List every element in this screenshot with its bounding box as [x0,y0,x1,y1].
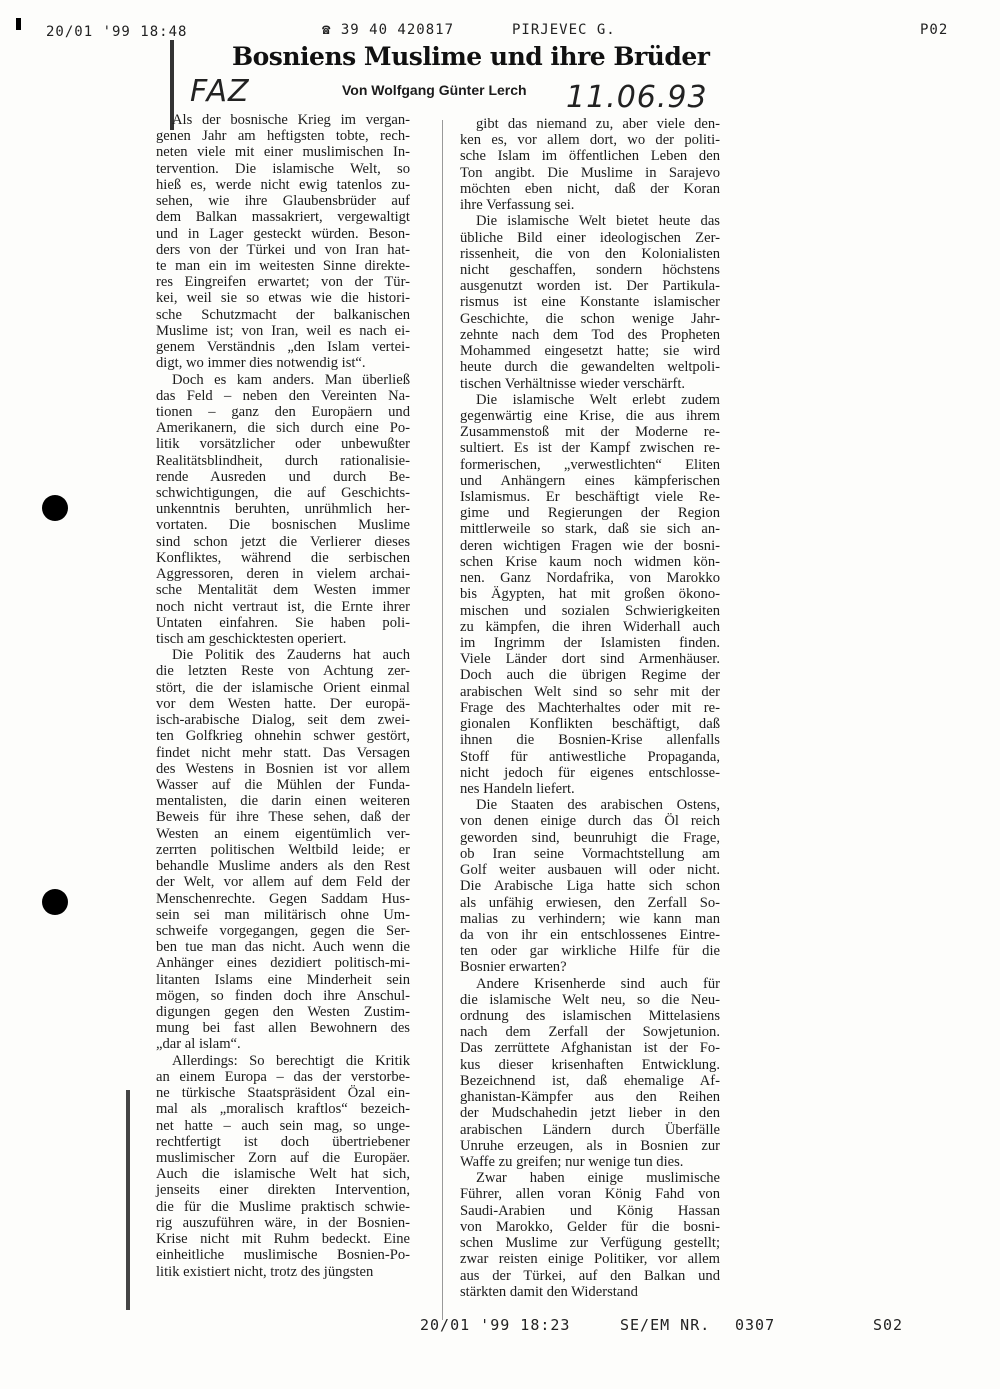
article-line: sche Mentalität dem Westen immer [156,582,410,599]
article-line: Islamismus. Er beschäftigt viele Re- [460,489,720,506]
article-line: zehnte nach dem Tod des Propheten [460,326,720,343]
article-line: ihre Verfassung sei. [460,197,575,214]
article-line: Krise nicht mit Ruhm bedeckt. Eine [156,1231,410,1248]
article-paragraph [446,213,720,391]
article-headline: Bosniens Muslime und ihre Brüder [232,42,710,71]
article-column-2 [446,116,720,1300]
fax-footer-number: 0307 [735,1316,776,1334]
article-line: dem Balkan massakriert, vergewaltigt [156,209,410,226]
article-line: Geschichte, die schon wenige Jahr- [460,310,720,327]
article-line: ten Golfkrieg ohnehin schwer gestört, [156,728,410,745]
article-line: mittlerweile so stark, daß sie sich an- [460,521,720,538]
article-line: litik existiert nicht, trotz des jüngsten [156,1263,374,1280]
article-line: rende Ausreden und durch Be- [156,468,410,485]
article-line: findet nicht mehr statt. Das Versagen [156,744,410,761]
article-line: Als der bosnische Krieg im vergan- [172,112,410,128]
article-line: ghanistan-Kämpfer aus den Reihen [460,1089,720,1106]
article-line: ten oder gar wirkliche Hilfe für die [460,943,720,960]
article-line: Die islamische Welt bietet heute das [476,213,720,230]
article-line: gegenwärtig eine Krise, die aus ihrem [460,407,720,424]
article-line: die letzten Reste von Achtung zer- [156,663,410,680]
article-line: rismus ist eine Konstante islamischer [460,294,720,311]
article-line: Aggressoren, deren in vielem archai- [156,566,410,583]
scan-mark [16,18,21,30]
article-line: Amerikanern, die sich durch eine Po- [156,420,410,437]
article-line: das Feld – neben den Vereinten Na- [156,387,410,404]
article-line: kus dieser krisenhaften Entwicklung. [460,1056,720,1073]
article-line: schen Muslime zur Verfügung gestellt; [460,1235,720,1252]
article-line: der Mudschahedin jetzt lieber in den [460,1105,720,1122]
article-line: ben tue man das nicht. Auch wenn die [156,939,410,956]
article-line: Bezeichnend ist, daß ehemalige Af- [460,1072,720,1089]
article-line: mögen, so finden doch ihre Anschul- [156,987,410,1004]
article-line: stärkten damit den Widerstand [460,1283,638,1300]
article-line: nen. Ganz Nordafrika, von Marokko [460,570,720,587]
article-line: Menschenrechte. Gegen Saddam Hus- [156,890,410,907]
article-line: genem Verständnis „den Islam vertei- [156,339,410,356]
article-line: Die Staaten des arabischen Ostens, [476,797,720,814]
article-line: Saudi-Arabien und König Hassan [460,1202,720,1219]
article-line: rechtfertigt ist doch übertriebener [156,1133,410,1150]
fax-footer-nr: SE/EM NR. [620,1316,711,1334]
article-line: sche Schutzmacht der balkanischen [156,306,410,323]
article-paragraph [142,372,410,648]
article-line: unkenntnis beruhten, unrühmlich her- [156,501,410,518]
article-paragraph [446,1170,720,1300]
article-line: schwichtigungen, die auf Geschichts- [156,485,410,502]
column-divider [442,120,443,1320]
article-line: Zusammenstoß mit der Moderne re- [460,424,720,441]
article-line: von Marokko, Gelder für die bosni- [460,1218,720,1235]
article-line: litik vorsätzlicher oder unbewußter [156,436,410,453]
article-line: gime und Regierungen der Region [460,505,720,522]
article-line: ob Iran seine Vormachtstellung am [460,845,720,862]
article-line: Ton angibt. Die Muslime in Sarajevo [460,164,720,181]
article-line: als unfähig erwiesen, den Zerfall So- [460,894,720,911]
article-line: sche Islam im öffentlichen Leben den [460,148,720,165]
article-line: deren wichtigen Fragen wie der bosni- [460,537,720,554]
article-line: isch-arabische Dialog, seit dem zwei- [156,712,410,729]
article-line: Allerdings: So berechtigt die Kritik [172,1052,410,1069]
article-paragraph [142,112,410,372]
article-line: Westen an einem eigentümlich ver- [156,825,410,842]
article-paragraph [142,1053,410,1280]
article-paragraph [142,647,410,1052]
article-line: ne türkische Staatspräsident Özal ein- [156,1085,410,1102]
article-line: sultiert. Es ist der Kampf zwischen re- [460,440,720,457]
article-line: arabischen Welt sind so sehr mit der [460,683,720,700]
article-line: Doch auch die übrigen Regime der [460,667,720,684]
article-line: sehen, wie ihre Glaubensbrüder auf [156,193,410,210]
article-line: te man ein im weitesten Sinne direkte- [156,257,410,274]
article-line: tionen – ganz den Europäern und [156,403,410,420]
article-column-1 [142,112,410,1280]
article-line: Andere Krisenherde sind auch für [476,975,720,992]
fax-header-datetime: 20/01 '99 18:48 [46,24,188,40]
article-line: genen Jahr am heftigsten tobte, rech- [156,128,410,145]
article-paragraph [446,797,720,975]
article-line: mung bei fast allen Bewohnern des [156,1020,410,1037]
article-line: sein sei man militärisch ohne Um- [156,906,410,923]
article-line: Mohammed eingesetzt hatte; sie wird [460,343,720,360]
article-line: aus der Türkei, auf den Balkan und [460,1267,720,1284]
article-line: übliche Bild einer ideologischen Zer- [460,229,720,246]
margin-bracket [126,1090,130,1310]
article-line: formerischen, „verwestlichten“ Eliten [460,456,720,473]
article-line: Golf weiter ausbauen will oder nicht. [460,862,720,879]
punch-hole-top [42,495,68,521]
article-paragraph [446,116,720,213]
article-line: im Ingrimm der Islamisten finden. [460,635,720,651]
article-line: Bosnier erwarten? [460,959,567,976]
article-line: schweife vorgegangen, gegen die Ser- [156,922,410,939]
article-line: vortaten. Die bosnischen Muslime [156,517,410,534]
fax-footer-datetime: 20/01 '99 18:23 [420,1316,571,1334]
punch-hole-bottom [42,889,68,915]
article-paragraph [446,976,720,1171]
article-line: gibt das niemand zu, aber viele den- [476,116,720,132]
article-line: Das zerrüttete Afghanistan ist der Fo- [460,1040,720,1057]
fax-header-phone: ☎ 39 40 420817 [322,22,455,38]
article-line: net hatte – auch sein mag, so unge- [156,1117,410,1134]
article-line: mischen und sozialen Schwierigkeiten [460,602,720,619]
article-line: mentalisten, die darin einen weiteren [156,793,410,810]
article-line: Realitätsblindheit, durch rationalisie- [156,452,410,469]
article-line: arabischen Ländern durch Überfälle [460,1121,720,1138]
article-line: sind schon jetzt die Verlierer dieses [156,533,410,550]
article-line: Unruhe erzeugen, als in Bosnien zur [460,1137,720,1154]
article-line: bis Ägypten, hat mit großen ökono- [460,586,720,603]
article-line: Waffe zu greifen; nur wenige tun dies. [460,1154,684,1170]
article-line: Führer, allen voran König Fahd von [460,1186,720,1203]
article-line: vor dem Westen hatte. Der europä- [156,695,410,712]
article-line: ausgenutzt worden ist. Der Partikula- [460,278,720,295]
article-line: an einem Europa – das der verstorbe- [156,1068,410,1085]
article-line: schen Krise kaum noch widmen kön- [460,553,720,570]
article-line: Beweis für ihre These sehen, daß der [156,809,410,826]
article-line: und Anhängern eines kämpferischen [460,472,720,489]
article-line: hieß es, werde nicht ewig tatenlos zu- [156,176,410,193]
article-line: von denen einige durch das Öl reich [460,813,720,830]
article-line: zerrten politischen Weltbild leide; er [156,841,410,858]
article-line: kei, weil sie so etwas wie die histori- [156,290,410,307]
article-line: ihnen die Bosnien-Krise allenfalls [460,732,720,749]
article-line: tisch am geschicktesten operiert. [156,631,347,647]
article-line: nicht geschaffen, sondern höchstens [460,261,720,278]
article-paragraph [446,392,720,797]
article-line: digt, wo immer dies notwendig ist“. [156,355,366,372]
article-byline: Von Wolfgang Günter Lerch [342,82,527,98]
article-line: gionalen Konflikten beschäftigt, daß [460,716,720,733]
article-line: neten viele mit einer muslimischen In- [156,144,410,161]
article-line: der Welt, vor allem auf dem Feld der [156,874,410,891]
article-line: tischen Verhältnisse wieder verschärft. [460,375,686,392]
fax-header-sender: PIRJEVEC G. [512,22,616,38]
article-line: rissenheit, die von den Kolonialisten [460,245,720,262]
article-line: möchten eben nicht, daß der Koran [460,180,720,197]
article-line: Konfliktes, während die serbischen [156,549,410,566]
article-line: res Eingreifen erwartet; von der Tür- [156,274,410,291]
article-line: Die islamische Welt erlebt zudem [476,391,720,408]
article-line: Untaten einfahren. Sie haben poli- [156,614,410,631]
article-line: rig auszuführen wäre, in der Bosnien- [156,1214,410,1231]
article-line: ders von der Türkei und von Iran hat- [156,241,410,258]
article-line: jenseits einer direkten Intervention, [156,1182,410,1199]
article-line: die islamische Welt neu, so die Neu- [460,991,720,1008]
article-line: Auch die islamische Welt hat sich, [156,1166,410,1183]
article-line: Muslime ist; von Iran, weil es nach ei- [156,322,410,339]
article-line: Doch es kam anders. Man überließ [172,371,410,388]
article-line: Frage des Machterhaltes oder mit re- [460,699,720,716]
article-line: digungen gegen den Westen Zustim- [156,1004,410,1021]
article-line: litanten Islams eine Minderheit sein [156,971,410,988]
article-line: malias zu verhindern; wie kann man [460,910,720,927]
article-line: Wasser auf die Mühlen der Funda- [156,776,410,793]
article-line: Die Arabische Liga hatte sich schon [460,878,720,895]
article-line: Viele Länder dort sind Armenhäuser. [460,651,720,668]
article-line: „dar al islam“. [156,1036,241,1053]
article-line: ken es, vor allem dort, wo der politi- [460,132,720,149]
fax-footer-page: S02 [873,1316,904,1334]
article-line: nes Handeln liefert. [460,780,575,797]
article-line: noch nicht vertraut ist, die Ernte ihrer [156,598,410,615]
article-line: heute durch die gewandelten weltpoli- [460,359,720,376]
article-line: ordnung des islamischen Mittelasiens [460,1008,720,1025]
article-line: Die Politik des Zauderns hat auch [172,647,410,664]
article-line: die für die Muslime praktisch schwie- [156,1198,410,1215]
article-line: Anhänger eines dezidiert politisch-mi- [156,955,410,972]
article-line: geworden sind, beunruhigt die Frage, [460,829,720,846]
article-line: nicht jedoch für eigenes entschlosse- [460,764,720,781]
article-line: und in Lager gesteckt würden. Beson- [156,225,410,242]
handwritten-date: 11.06.93 [566,80,708,115]
article-line: Stoff für antiwestliche Propaganda, [460,748,720,765]
article-line: behandle Muslime anders als den Rest [156,858,410,875]
article-line: mal als „moralisch kraftlos“ bezeich- [156,1101,410,1118]
article-line: des Westens in Bosnien ist vor allem [156,760,410,777]
article-line: muslimischer Zorn auf die Europäer. [156,1150,410,1166]
handwritten-source: FAZ [190,74,250,109]
fax-header-page: P02 [920,22,949,38]
article-line: einheitliche muslimische Bosnien-Po- [156,1247,410,1264]
article-line: da von ihr ein entschlossenes Eintre- [460,926,720,943]
article-line: nach dem Zerfall der Sowjetunion. [460,1024,720,1041]
article-line: stört, die der islamische Orient einmal [156,679,410,696]
article-line: tervention. Die islamische Welt, so [156,160,410,177]
article-line: Zwar haben einige muslimische [476,1170,720,1187]
article-line: zu kämpfen, die ihren Widerhall auch [460,618,720,635]
article-line: zwar reisten einige Politiker, vor allem [460,1251,720,1268]
